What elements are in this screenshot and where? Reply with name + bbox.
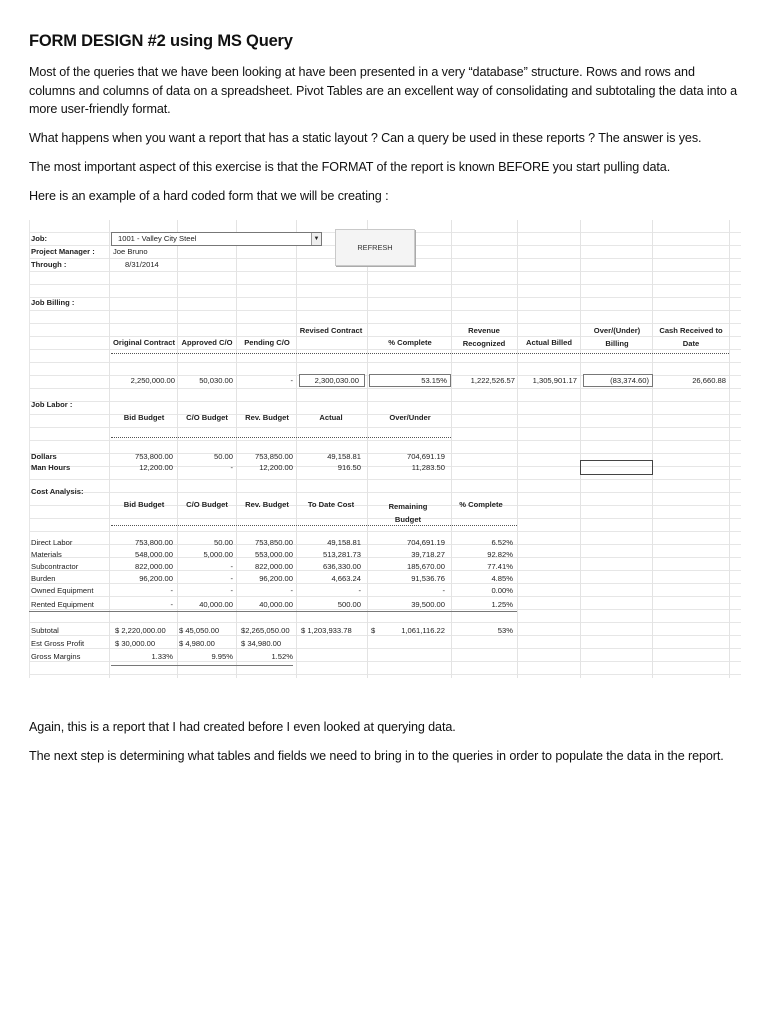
- example-paragraph: Here is an example of a hard coded form that we will be creating :: [29, 189, 389, 203]
- billing-value: 26,660.88: [692, 376, 726, 385]
- cost-cell: 822,000.00: [254, 562, 293, 571]
- subtotal-cell: $: [371, 626, 376, 635]
- cost-cell: 50.00: [213, 538, 233, 547]
- labor-cell: 11,283.50: [411, 463, 445, 472]
- cost-cell: 822,000.00: [134, 562, 173, 571]
- cost-cell: 636,330.00: [322, 562, 361, 571]
- gross-profit-label: Est Gross Profit: [31, 639, 85, 648]
- labor-cell: 916.50: [337, 463, 361, 472]
- labor-header: Rev. Budget: [245, 413, 289, 422]
- gross-margins-label: Gross Margins: [31, 652, 81, 661]
- gross-margins-cell: 1.33%: [151, 652, 173, 661]
- cost-cell: 1.25%: [491, 600, 513, 609]
- cost-cell: 96,200.00: [139, 574, 173, 583]
- billing-header: Revised Contract: [299, 326, 363, 335]
- through-value: 8/31/2014: [125, 260, 159, 269]
- cost-cell: 185,670.00: [406, 562, 445, 571]
- labor-cell: 49,158.81: [327, 452, 361, 461]
- chevron-down-icon[interactable]: ▼: [311, 233, 321, 245]
- job-labor-label: Job Labor :: [31, 400, 73, 409]
- cost-cell: 0.00%: [491, 586, 513, 595]
- cost-cell: 548,000.00: [134, 550, 173, 559]
- subtotal-label: Subtotal: [31, 626, 59, 635]
- gross-profit-cell: $ 34,980.00: [241, 639, 282, 648]
- billing-value: (83,374.60): [610, 376, 649, 385]
- labor-cell: 50.00: [213, 452, 233, 461]
- billing-value: 2,300,030.00: [314, 376, 359, 385]
- subtotal-cell: $ 45,050.00: [179, 626, 220, 635]
- cost-header: % Complete: [459, 500, 503, 509]
- page-title: FORM DESIGN #2 using MS Query: [29, 32, 293, 50]
- cost-cell: -: [358, 586, 361, 595]
- cost-cell: 77.41%: [487, 562, 513, 571]
- billing-value: 53.15%: [421, 376, 447, 385]
- billing-header: Actual Billed: [526, 338, 572, 347]
- job-label: Job:: [31, 234, 48, 243]
- cost-cell: 553,000.00: [254, 550, 293, 559]
- billing-value: -: [290, 376, 293, 385]
- cost-cell: -: [170, 600, 173, 609]
- billing-value: 2,250,000.00: [130, 376, 175, 385]
- cost-cell: 513,281.73: [322, 550, 361, 559]
- gross-profit-cell: $ 4,980.00: [179, 639, 215, 648]
- cost-cell: 753,850.00: [254, 538, 293, 547]
- billing-header: % Complete: [388, 338, 432, 347]
- subtotal-cell: $ 2,220,000.00: [115, 626, 166, 635]
- cost-cell: 39,500.00: [411, 600, 445, 609]
- gross-profit-cell: $ 30,000.00: [115, 639, 156, 648]
- question-paragraph: What happens when you want a report that has a static layout ? Can a query be used in these reports ? The answer is yes.: [29, 131, 702, 145]
- labor-header: Over/Under: [389, 413, 431, 422]
- intro-paragraph: Most of the queries that we have been looking at have been presented in a very “database” structure. Rows and rows and columns and columns of data on a spreadsheet. Pivot Tables are an excellent way of consolidating and subtotaling the data into a more user-friendly format.: [29, 65, 738, 116]
- labor-row-label: Man Hours: [31, 463, 71, 472]
- cost-row-label: Materials: [31, 550, 62, 559]
- cost-analysis-label: Cost Analysis:: [31, 487, 84, 496]
- cost-cell: 6.52%: [491, 538, 513, 547]
- through-label: Through :: [31, 260, 67, 269]
- subtotal-cell: $2,265,050.00: [241, 626, 290, 635]
- billing-header: Original Contract: [112, 338, 176, 347]
- subtotal-cell: $ 1,203,933.78: [301, 626, 352, 635]
- refresh-button[interactable]: REFRESH: [335, 229, 415, 266]
- labor-cell: 704,691.19: [406, 452, 445, 461]
- cost-row-label: Direct Labor: [31, 538, 73, 547]
- billing-value: 1,222,526.57: [470, 376, 515, 385]
- cost-row-label: Burden: [31, 574, 56, 583]
- labor-header: C/O Budget: [186, 413, 228, 422]
- cost-header: Bid Budget: [123, 500, 165, 509]
- labor-header: Bid Budget: [123, 413, 165, 422]
- billing-header: Pending C/O: [244, 338, 290, 347]
- cost-cell: -: [442, 586, 445, 595]
- cost-cell: 40,000.00: [259, 600, 293, 609]
- cost-cell: 753,800.00: [134, 538, 173, 547]
- cost-cell: 91,536.76: [411, 574, 445, 583]
- cost-cell: 4,663.24: [331, 574, 361, 583]
- billing-header: Revenue Recognized: [462, 326, 506, 348]
- cost-cell: 704,691.19: [406, 538, 445, 547]
- job-select[interactable]: [111, 232, 322, 246]
- job-billing-label: Job Billing :: [31, 298, 75, 307]
- spreadsheet-report: [29, 220, 741, 678]
- cost-row-label: Subcontractor: [31, 562, 79, 571]
- labor-cell: 12,200.00: [139, 463, 173, 472]
- cost-cell: -: [230, 574, 233, 583]
- cost-header: Rev. Budget: [245, 500, 289, 509]
- cost-cell: -: [230, 586, 233, 595]
- billing-header: Over/(Under) Billing: [593, 326, 641, 348]
- gross-margins-cell: 1.52%: [271, 652, 293, 661]
- cost-header: Remaining Budget: [388, 502, 428, 524]
- cost-cell: 4.85%: [491, 574, 513, 583]
- cost-header: To Date Cost: [307, 500, 355, 509]
- billing-header: Approved C/O: [181, 338, 233, 347]
- cost-cell: 96,200.00: [259, 574, 293, 583]
- project-manager-value: Joe Bruno: [113, 247, 148, 256]
- cost-cell: -: [170, 586, 173, 595]
- cost-row-label: Owned Equipment: [31, 586, 94, 595]
- cost-cell: 39,718.27: [411, 550, 445, 559]
- billing-header: Cash Received to Date: [659, 326, 723, 348]
- project-manager-label: Project Manager :: [31, 247, 95, 256]
- again-paragraph: Again, this is a report that I had created before I even looked at querying data.: [29, 720, 456, 734]
- labor-cell: 12,200.00: [259, 463, 293, 472]
- labor-header: Actual: [319, 413, 343, 422]
- labor-cell: 753,850.00: [254, 452, 293, 461]
- labor-row-label: Dollars: [31, 452, 57, 461]
- cost-header: C/O Budget: [186, 500, 228, 509]
- next-step-paragraph: The next step is determining what tables and fields we need to bring in to the queries in order to populate the data in the report.: [29, 749, 724, 763]
- billing-value: 50,030.00: [199, 376, 233, 385]
- cost-cell: 40,000.00: [199, 600, 233, 609]
- gross-margins-cell: 9.95%: [211, 652, 233, 661]
- cost-row-label: Rented Equipment: [31, 600, 94, 609]
- labor-cell: -: [230, 463, 233, 472]
- cost-cell: 92.82%: [487, 550, 513, 559]
- cost-cell: 500.00: [337, 600, 361, 609]
- billing-value: 1,305,901.17: [532, 376, 577, 385]
- job-select-value: 1001 - Valley City Steel: [118, 234, 197, 243]
- cost-cell: -: [290, 586, 293, 595]
- format-paragraph: The most important aspect of this exercise is that the FORMAT of the report is known BEFORE you start pulling data.: [29, 160, 671, 174]
- cost-cell: 49,158.81: [327, 538, 361, 547]
- labor-cell: 753,800.00: [134, 452, 173, 461]
- cost-cell: 5,000.00: [203, 550, 233, 559]
- subtotal-cell: 1,061,116.22: [401, 626, 445, 635]
- selected-cell[interactable]: [580, 460, 653, 475]
- cost-cell: -: [230, 562, 233, 571]
- subtotal-cell: 53%: [497, 626, 513, 635]
